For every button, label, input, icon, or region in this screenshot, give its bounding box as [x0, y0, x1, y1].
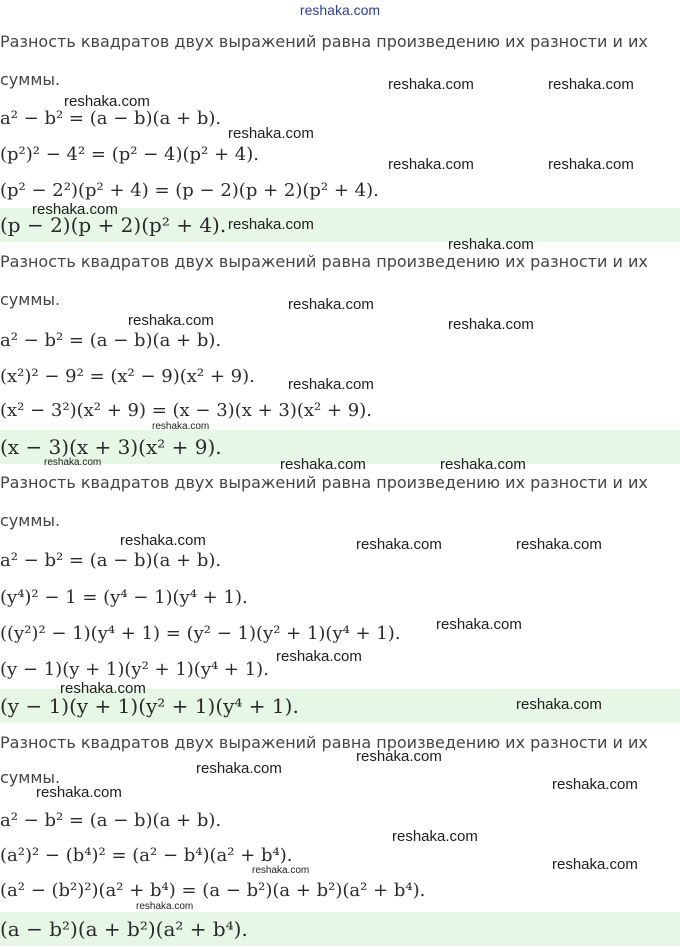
- formula-line: a² − b² = (a − b)(a + b).: [0, 550, 222, 571]
- watermark: reshaka.com: [252, 865, 310, 876]
- step-line: (y⁴)² − 1 = (y⁴ − 1)(y⁴ + 1).: [0, 587, 248, 608]
- watermark: reshaka.com: [152, 421, 210, 432]
- watermark: reshaka.com: [440, 456, 526, 473]
- answer-line: (x − 3)(x + 3)(x² + 9).: [0, 430, 680, 464]
- watermark: reshaka.com: [388, 156, 474, 173]
- watermark: reshaka.com: [60, 680, 146, 697]
- watermark: reshaka.com: [516, 696, 602, 713]
- watermark: reshaka.com: [136, 901, 194, 912]
- step-line: (p²)² − 4² = (p² − 4)(p² + 4).: [0, 144, 259, 165]
- rule-text-line2: суммы.: [0, 290, 61, 309]
- step-line: (a²)² − (b⁴)² = (a² − b⁴)(a² + b⁴).: [0, 845, 293, 866]
- formula-line: a² − b² = (a − b)(a + b).: [0, 330, 222, 351]
- watermark: reshaka.com: [448, 236, 534, 253]
- answer-line: (p − 2)(p + 2)(p² + 4).: [0, 208, 680, 242]
- watermark: reshaka.com: [196, 760, 282, 777]
- watermark: reshaka.com: [448, 316, 534, 333]
- watermark: reshaka.com: [228, 216, 314, 233]
- rule-text-line1: Разность квадратов двух выражений равна произведению их разности и их: [0, 473, 648, 492]
- watermark: reshaka.com: [276, 648, 362, 665]
- watermark: reshaka.com: [548, 156, 634, 173]
- rule-text-line2: суммы.: [0, 511, 61, 530]
- step-line: ((y²)² − 1)(y⁴ + 1) = (y² − 1)(y² + 1)(y⁴ + 1).: [0, 623, 401, 644]
- watermark: reshaka.com: [32, 201, 118, 218]
- formula-line: a² − b² = (a − b)(a + b).: [0, 810, 222, 831]
- watermark: reshaka.com: [120, 532, 206, 549]
- answer-line: (y − 1)(y + 1)(y² + 1)(y⁴ + 1).: [0, 689, 680, 723]
- step-line: (x²)² − 9² = (x² − 9)(x² + 9).: [0, 366, 255, 387]
- watermark: reshaka.com: [356, 748, 442, 765]
- watermark: reshaka.com: [552, 856, 638, 873]
- watermark: reshaka.com: [548, 76, 634, 93]
- watermark: reshaka.com: [288, 296, 374, 313]
- formula-line: a² − b² = (a − b)(a + b).: [0, 108, 222, 129]
- watermark: reshaka.com: [436, 616, 522, 633]
- watermark: reshaka.com: [280, 456, 366, 473]
- rule-text-line1: Разность квадратов двух выражений равна произведению их разности и их: [0, 252, 648, 271]
- watermark: reshaka.com: [36, 784, 122, 801]
- watermark: reshaka.com: [516, 536, 602, 553]
- watermark: reshaka.com: [44, 457, 102, 468]
- step-line: (y − 1)(y + 1)(y² + 1)(y⁴ + 1).: [0, 659, 269, 680]
- watermark: reshaka.com: [64, 93, 150, 110]
- watermark: reshaka.com: [128, 312, 214, 329]
- watermark: reshaka.com: [356, 536, 442, 553]
- step-line: (p² − 2²)(p² + 4) = (p − 2)(p + 2)(p² + 4).: [0, 180, 379, 201]
- watermark: reshaka.com: [388, 76, 474, 93]
- watermark: reshaka.com: [552, 776, 638, 793]
- watermark: reshaka.com: [392, 828, 478, 845]
- watermark: reshaka.com: [288, 376, 374, 393]
- rule-text-line2: суммы.: [0, 70, 61, 89]
- site-header[interactable]: reshaka.com: [299, 2, 381, 18]
- rule-text-line1: Разность квадратов двух выражений равна произведению их разности и их: [0, 733, 648, 752]
- step-line: (a² − (b²)²)(a² + b⁴) = (a − b²)(a + b²)(a² + b⁴).: [0, 880, 426, 901]
- watermark: reshaka.com: [228, 125, 314, 142]
- rule-text-line2: суммы.: [0, 768, 61, 787]
- step-line: (x² − 3²)(x² + 9) = (x − 3)(x + 3)(x² + 9).: [0, 400, 372, 421]
- answer-line: (a − b²)(a + b²)(a² + b⁴).: [0, 912, 680, 946]
- rule-text-line1: Разность квадратов двух выражений равна произведению их разности и их: [0, 32, 648, 51]
